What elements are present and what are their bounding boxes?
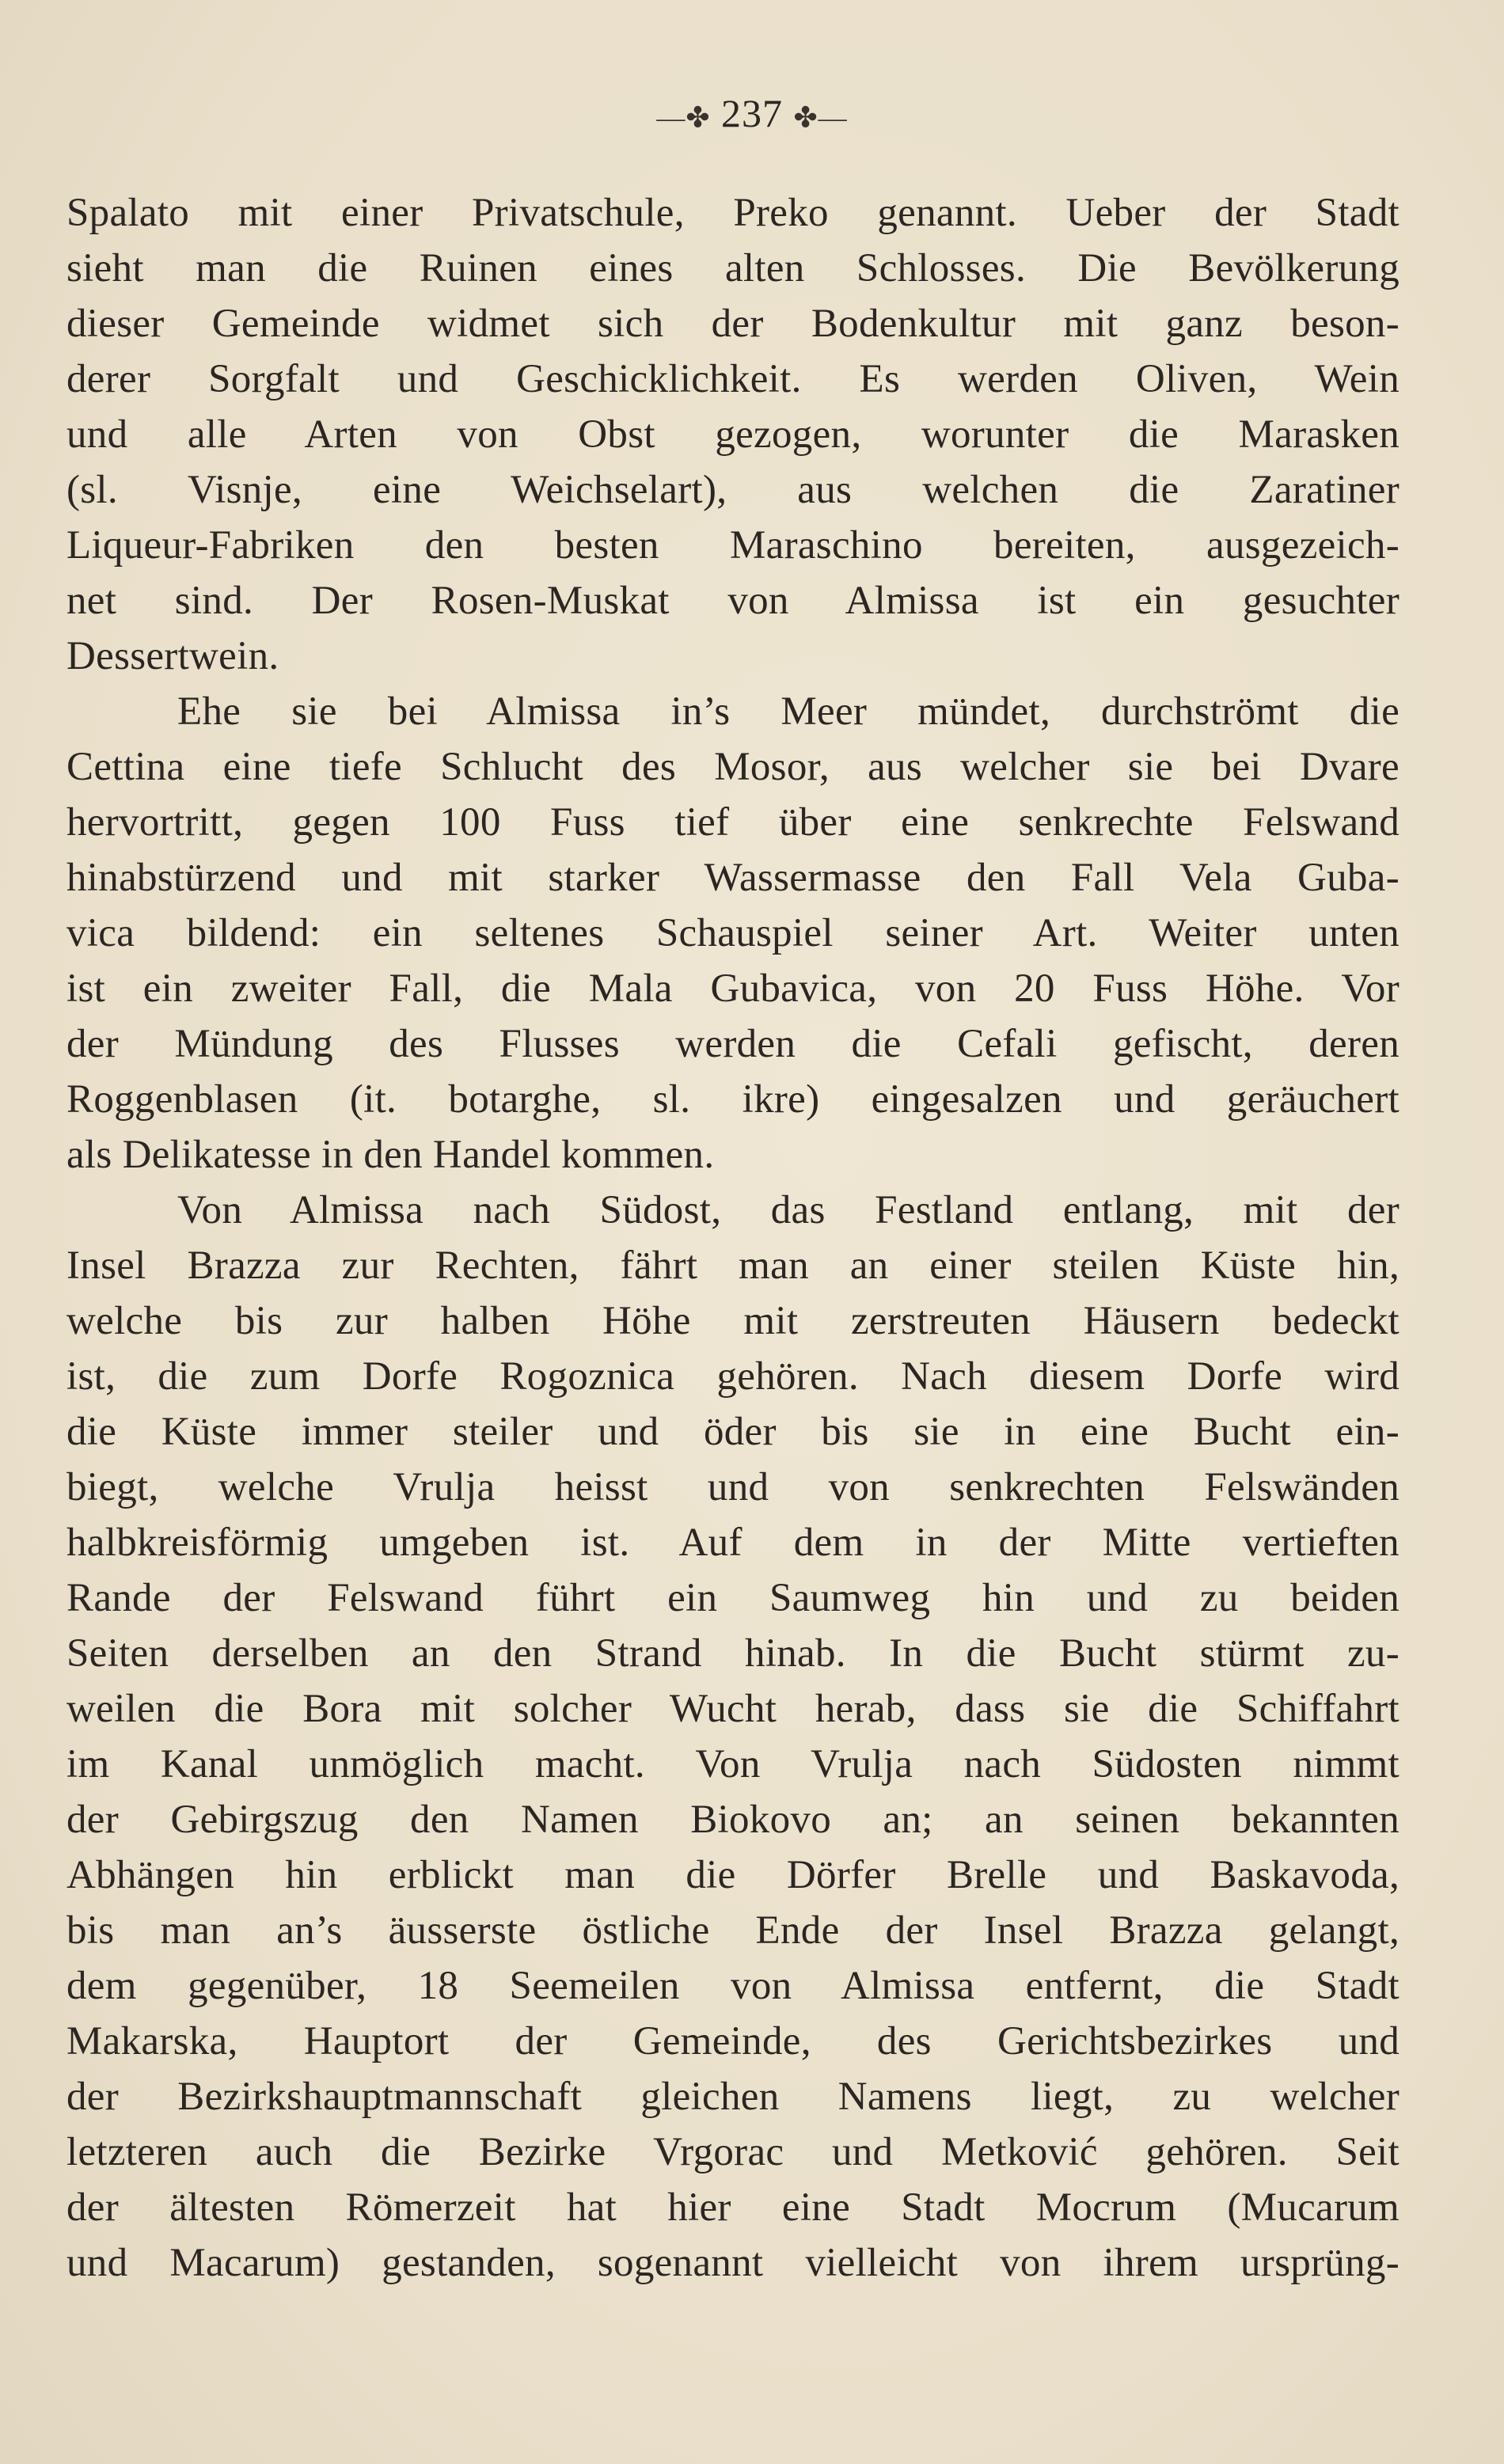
text-line: welche bis zur halben Höhe mit zerstreuten Häusern bedeckt	[66, 1299, 1400, 1343]
text-line: als Delikatesse in den Handel kommen.	[66, 1133, 715, 1177]
text-line: Liqueur-Fabriken den besten Maraschino bereiten, ausgezeich-	[66, 523, 1400, 568]
text-line: und Macarum) gestanden, sogenannt vielleicht von ihrem ursprüng-	[66, 2241, 1400, 2285]
right-ornament-icon: ✤—	[793, 101, 848, 134]
page-number: 237	[721, 91, 783, 135]
text-line: der ältesten Römerzeit hat hier eine Stadt Mocrum (Mucarum	[66, 2185, 1400, 2230]
text-line: sieht man die Ruinen eines alten Schlosses. Die Bevölkerung	[66, 246, 1400, 290]
text-line: hervortritt, gegen 100 Fuss tief über eine senkrechte Felswand	[66, 800, 1400, 845]
text-line: ist ein zweiter Fall, die Mala Gubavica, von 20 Fuss Höhe. Vor	[66, 966, 1400, 1011]
text-line: derer Sorgfalt und Geschicklichkeit. Es werden Oliven, Wein	[66, 357, 1400, 401]
text-line: Makarska, Hauptort der Gemeinde, des Gerichtsbezirkes und	[66, 2019, 1400, 2063]
text-line: der Gebirgszug den Namen Biokovo an; an seinen bekannten	[66, 1798, 1400, 1842]
text-line: vica bildend: ein seltenes Schauspiel seiner Art. Weiter unten	[66, 911, 1400, 955]
text-line: Cettina eine tiefe Schlucht des Mosor, aus welcher sie bei Dvare	[66, 745, 1400, 789]
text-line: Insel Brazza zur Rechten, fährt man an einer steilen Küste hin,	[66, 1243, 1400, 1288]
text-line: Abhängen hin erblickt man die Dörfer Brelle und Baskavoda,	[66, 1853, 1400, 1897]
text-line: net sind. Der Rosen-Muskat von Almissa ist ein gesuchter	[66, 579, 1400, 623]
left-ornament-icon: —✤	[656, 101, 711, 134]
text-line: dieser Gemeinde widmet sich der Bodenkultur mit ganz beson-	[66, 302, 1400, 346]
text-line: im Kanal unmöglich macht. Von Vrulja nach Südosten nimmt	[66, 1742, 1400, 1786]
text-line: Seiten derselben an den Strand hinab. In die Bucht stürmt zu-	[66, 1631, 1400, 1676]
paragraph	[66, 1183, 1400, 2291]
text-line: Rande der Felswand führt ein Saumweg hin und zu beiden	[66, 1576, 1400, 1620]
text-line: Dessertwein.	[66, 634, 279, 678]
text-line: halbkreisförmig umgeben ist. Auf dem in der Mitte vertieften	[66, 1521, 1400, 1565]
text-line: biegt, welche Vrulja heisst und von senkrechten Felswänden	[66, 1465, 1400, 1509]
text-line: Spalato mit einer Privatschule, Preko genannt. Ueber der Stadt	[66, 191, 1400, 235]
text-line: (sl. Visnje, eine Weichselart), aus welchen die Zaratiner	[66, 468, 1400, 512]
text-line: dem gegenüber, 18 Seemeilen von Almissa entfernt, die Stadt	[66, 1964, 1400, 2008]
text-line: bis man an’s äusserste östliche Ende der Insel Brazza gelangt,	[66, 1908, 1400, 1953]
body-text	[66, 185, 1400, 2291]
text-line: Roggenblasen (it. botarghe, sl. ikre) eingesalzen und geräuchert	[66, 1077, 1400, 1122]
text-line: und alle Arten von Obst gezogen, worunter die Marasken	[66, 412, 1400, 457]
text-line: der Mündung des Flusses werden die Cefali gefischt, deren	[66, 1022, 1400, 1066]
text-line: ist, die zum Dorfe Rogoznica gehören. Nach diesem Dorfe wird	[66, 1354, 1400, 1399]
text-line: weilen die Bora mit solcher Wucht herab, dass sie die Schiffahrt	[66, 1687, 1400, 1731]
text-line: hinabstürzend und mit starker Wassermasse den Fall Vela Guba-	[66, 856, 1400, 900]
text-line: Ehe sie bei Almissa in’s Meer mündet, durchströmt die	[177, 689, 1400, 734]
paragraph	[66, 185, 1400, 684]
text-line: die Küste immer steiler und öder bis sie in eine Bucht ein-	[66, 1410, 1400, 1454]
text-line: letzteren auch die Bezirke Vrgorac und Metković gehören. Seit	[66, 2130, 1400, 2174]
paragraph	[66, 684, 1400, 1183]
page-header	[0, 85, 1504, 146]
text-line: Von Almissa nach Südost, das Festland entlang, mit der	[177, 1188, 1400, 1232]
text-line: der Bezirkshauptmannschaft gleichen Namens liegt, zu welcher	[66, 2075, 1400, 2119]
